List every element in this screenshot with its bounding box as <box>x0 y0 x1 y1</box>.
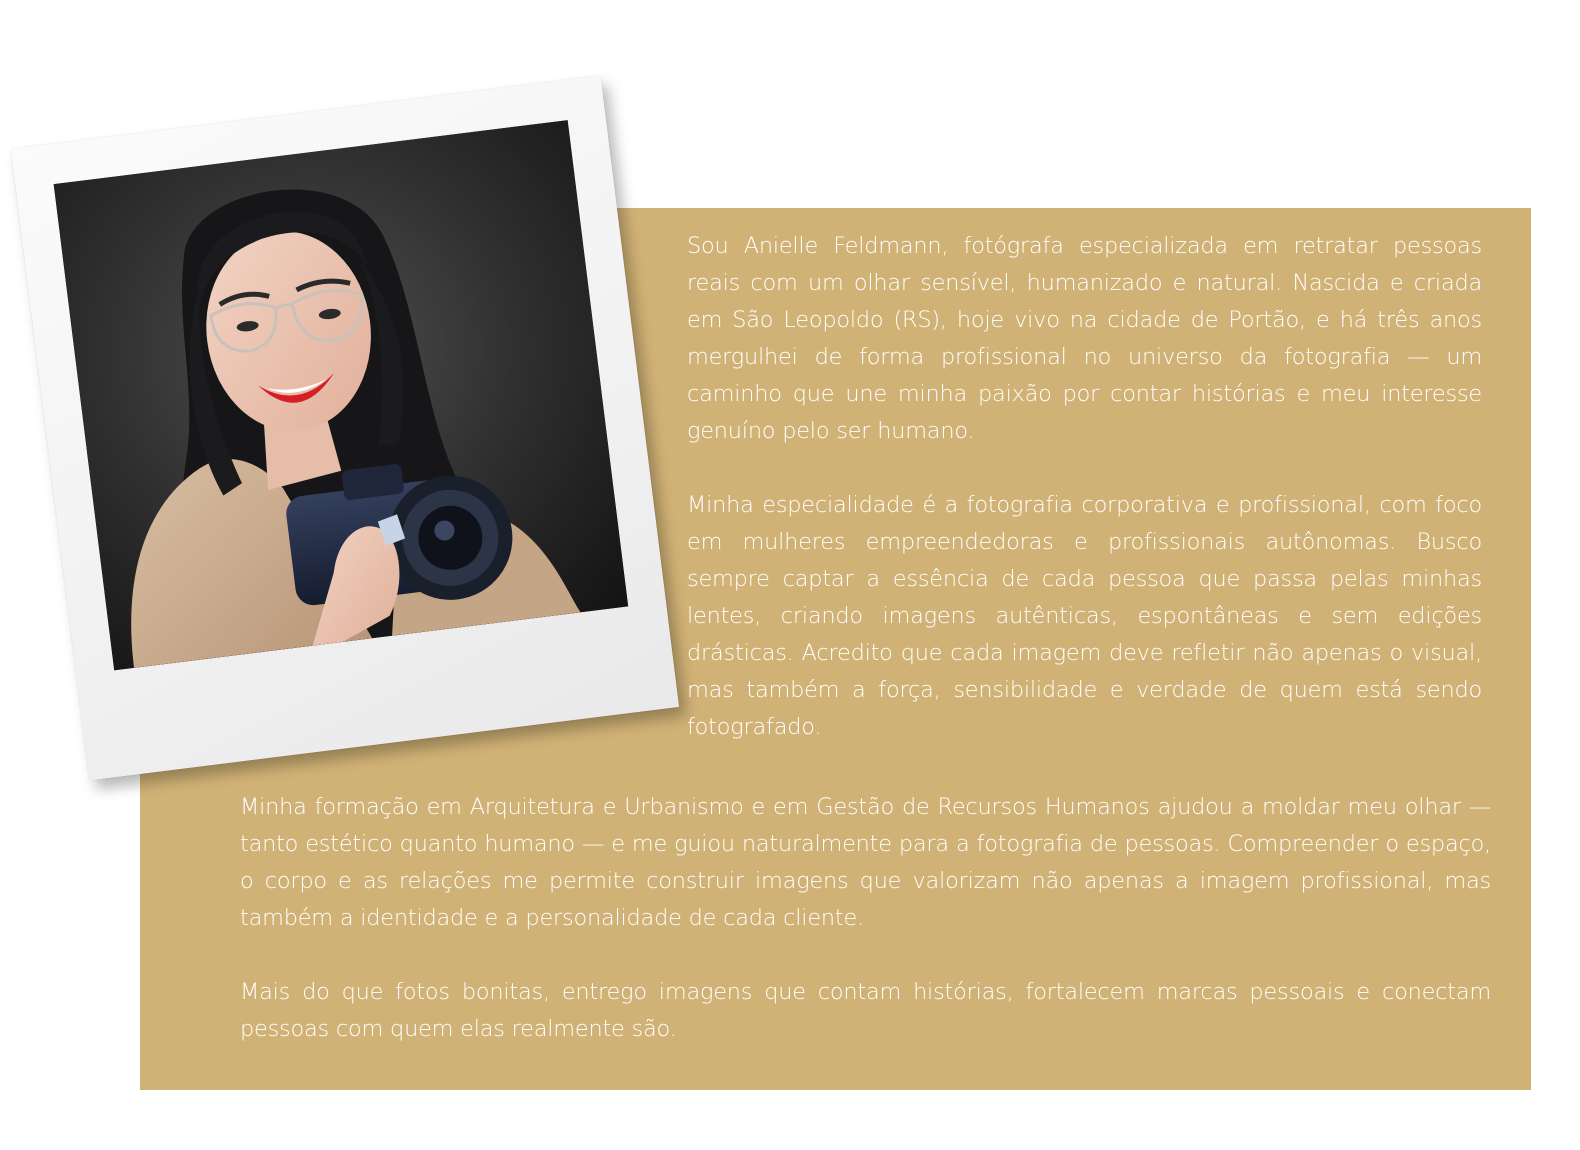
about-paragraph-2: Minha especialidade é a fotografia corporativa e profissional, com foco em mulheres empreendedoras e profissionais autônomas. Busco sempre captar a essência de cada pessoa que passa pelas minhas lentes, criando imagens autênticas, espontâneas e sem edições drásticas. Acredito que cada imagem deve refletir não apenas o visual, mas também a força, sensibilidade e verdade de quem está sendo fotografado. <box>687 492 1482 740</box>
polaroid-frame <box>11 76 679 781</box>
about-paragraph-1: Sou Anielle Feldmann, fotógrafa especializada em retratar pessoas reais com um olhar sensível, humanizado e natural. Nascida e criada em São Leopoldo (RS), hoje vivo na cidade de Portão, e há três anos mergulhei de forma profissional no universo da fotografia — um caminho que une minha paixão por contar histórias e meu interesse genuíno pelo ser humano. <box>687 233 1482 444</box>
about-paragraph-4: Mais do que fotos bonitas, entrego imagens que contam histórias, fortalecem marcas pessoais e conectam pessoas com quem elas realmente são. <box>240 979 1491 1042</box>
about-paragraph-3: Minha formação em Arquitetura e Urbanismo e em Gestão de Recursos Humanos ajudou a moldar meu olhar — tanto estético quanto humano — e me guiou naturalmente para a fotografia de pessoas. Compreender o espaço, o corpo e as relações me permite construir imagens que valorizam não apenas a imagem profissional, mas também a identidade e a personalidade de cada cliente. <box>240 794 1491 931</box>
portrait-photo <box>54 120 629 670</box>
portrait-photo-icon <box>54 120 629 670</box>
about-text-lower <box>240 789 1491 1048</box>
about-text-upper <box>687 228 1482 746</box>
